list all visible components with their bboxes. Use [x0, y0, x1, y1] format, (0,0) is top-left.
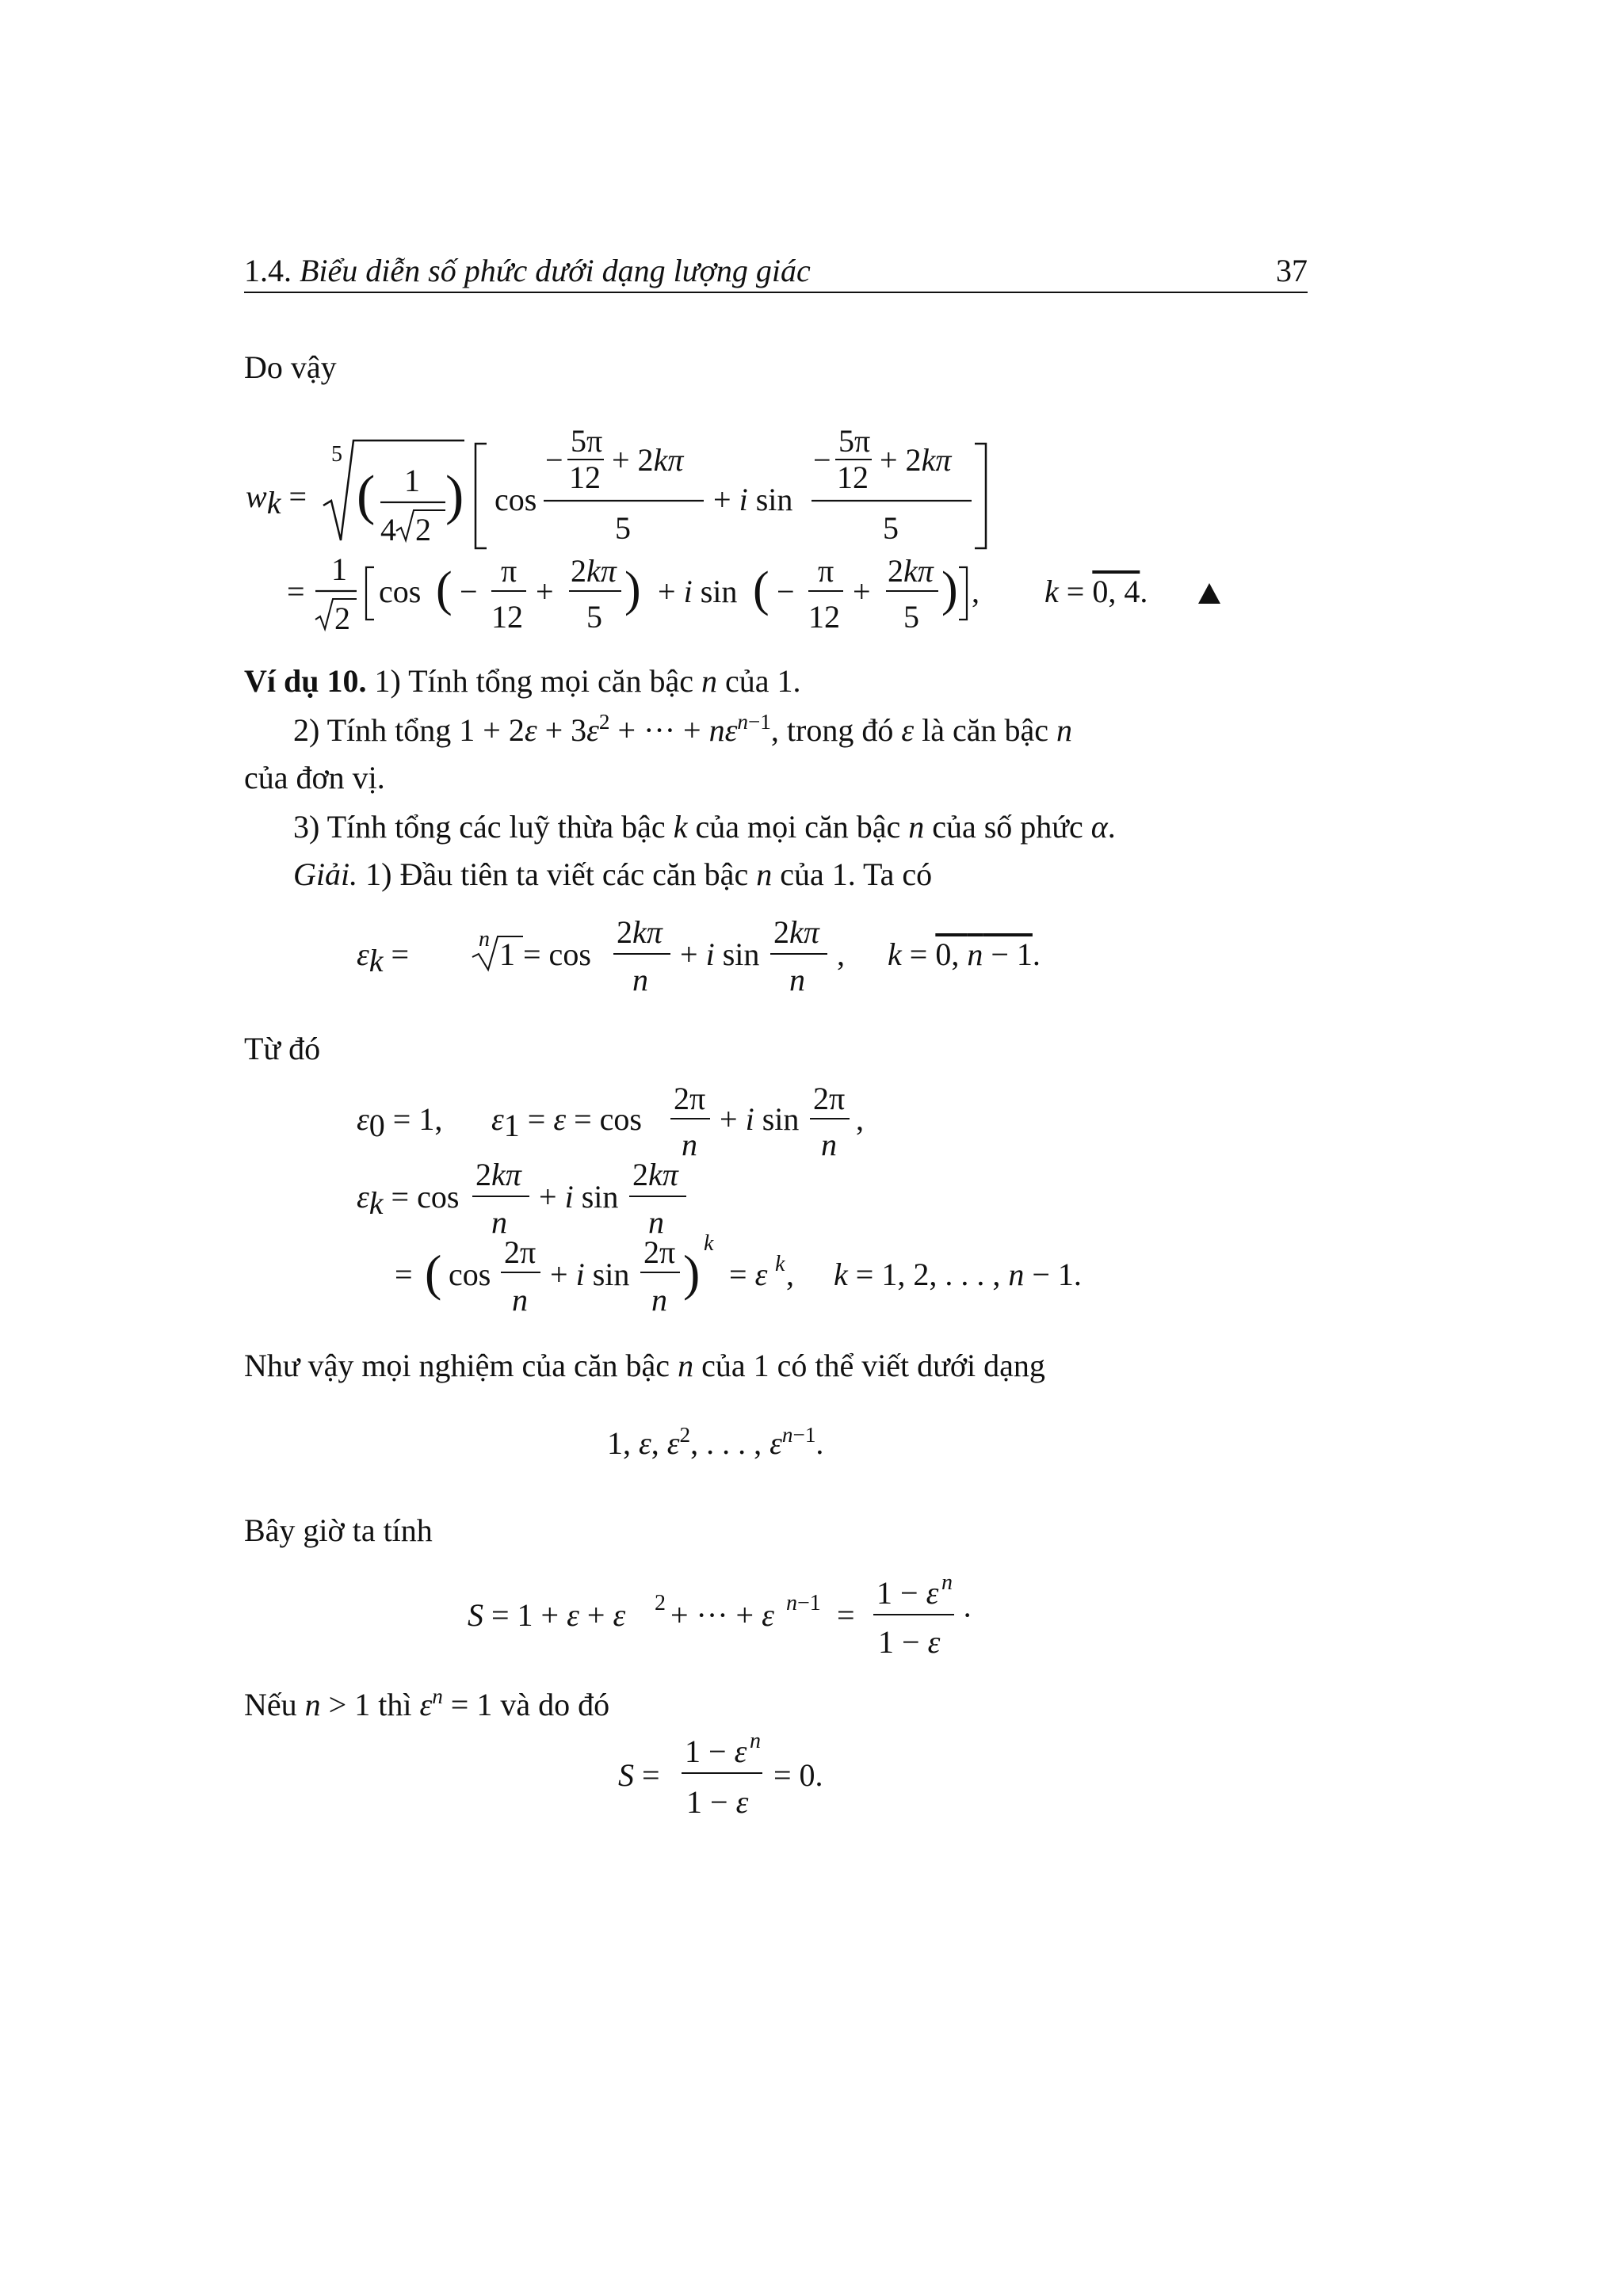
paragraph-neu: Nếu n > 1 thì $\varepsilon^n = 1$ và do đó	[244, 1684, 610, 1722]
paragraph-tu-do: Từ đó	[244, 1031, 321, 1066]
svg-text:+ i sin: + i sin	[550, 1257, 630, 1292]
svg-text:n−1: n−1	[786, 1591, 821, 1615]
svg-text:,: ,	[786, 1257, 794, 1292]
svg-text:cos: cos	[449, 1257, 491, 1292]
svg-text:1: 1	[404, 463, 420, 498]
page-number: 37	[1276, 253, 1308, 288]
equation-s-zero	[610, 1729, 896, 1838]
equation-eps-block	[349, 1082, 1141, 1328]
equation-eps-block-svg	[349, 1082, 1141, 1320]
svg-text:,: ,	[972, 574, 980, 609]
svg-text:2kπ: 2kπ	[773, 914, 819, 950]
svg-text:cos: cos	[379, 574, 422, 609]
svg-text:12: 12	[491, 599, 523, 635]
svg-text:S = 1 + ε + ε: S = 1 + ε + ε	[468, 1597, 626, 1633]
svg-text:+ 2kπ: + 2kπ	[612, 442, 684, 478]
svg-text:n: n	[648, 1204, 664, 1240]
example-10-item2a: 2) Tính tổng $1 + 2\varepsilon + 3\varepsilon^2$ + ··· + $n\varepsilon^{n-1}$, trong đó ε là căn bậc n	[293, 710, 1072, 748]
svg-text:): )	[683, 1245, 701, 1301]
svg-text:2π: 2π	[674, 1081, 706, 1116]
svg-text:S =: S =	[618, 1757, 660, 1793]
svg-text:ε0 = 1,: ε0 = 1,	[357, 1101, 443, 1143]
svg-text:ε1 = ε = cos: ε1 = ε = cos	[491, 1101, 642, 1143]
paragraph-bay-gio: Bây giờ ta tính	[244, 1512, 433, 1548]
svg-text:wk =: wk =	[246, 479, 307, 521]
svg-text:1 − ε: 1 − ε	[876, 1575, 939, 1611]
section-title: 1.4. Biểu diễn số phức dưới dạng lượng giác	[244, 253, 811, 288]
svg-text:n: n	[821, 1127, 837, 1162]
svg-text:n: n	[491, 1204, 507, 1240]
equation-eps-k-svg	[349, 914, 1141, 1013]
svg-text:5: 5	[586, 599, 602, 635]
svg-text:=: =	[395, 1257, 413, 1292]
svg-text:): )	[624, 563, 641, 616]
svg-text:5π: 5π	[838, 423, 871, 459]
example-10-item2b: của đơn vị.	[244, 760, 385, 795]
svg-text:π: π	[818, 553, 834, 589]
svg-text:n: n	[941, 1570, 953, 1595]
equation-s-zero-svg	[610, 1729, 896, 1830]
svg-text:1 = cos: 1 = cos	[499, 936, 591, 972]
svg-text:n: n	[512, 1282, 528, 1318]
solution-intro: Giải. 1) Đầu tiên ta viết các căn bậc n của 1. Ta có	[293, 856, 933, 892]
svg-text:(: (	[436, 563, 453, 616]
svg-text:,: ,	[856, 1101, 864, 1137]
svg-text:k: k	[704, 1231, 714, 1256]
svg-text:−: −	[777, 574, 795, 609]
svg-text:k: k	[775, 1252, 785, 1276]
svg-text:=: =	[287, 574, 305, 609]
svg-text:n: n	[651, 1282, 667, 1318]
svg-text:(: (	[425, 1245, 442, 1301]
svg-text:): )	[445, 465, 464, 526]
svg-text:−: −	[545, 442, 563, 478]
svg-text:2kπ: 2kπ	[571, 553, 617, 589]
svg-text:+ i sin: + i sin	[713, 482, 793, 517]
svg-text:5: 5	[903, 599, 919, 635]
svg-text:=: =	[837, 1597, 855, 1633]
svg-text:(: (	[753, 563, 769, 616]
svg-text:= ε: = ε	[729, 1257, 768, 1292]
svg-text:+ ··· + ε: + ··· + ε	[670, 1597, 774, 1633]
svg-text:k = 0, 4.: k = 0, 4.	[1044, 574, 1148, 609]
equation-sum-s	[460, 1570, 1062, 1680]
svg-text:cos: cos	[495, 482, 537, 517]
svg-text:1 − ε: 1 − ε	[685, 1733, 747, 1769]
svg-text:5: 5	[883, 510, 899, 546]
svg-text:2: 2	[655, 1591, 666, 1615]
svg-text:2kπ: 2kπ	[888, 553, 934, 589]
svg-text:4: 4	[380, 512, 396, 547]
svg-text:n: n	[789, 962, 805, 997]
equation-wk-svg	[238, 412, 1236, 642]
svg-text:2π: 2π	[813, 1081, 846, 1116]
svg-text:,: ,	[837, 936, 845, 972]
svg-text:π: π	[501, 553, 517, 589]
svg-text:εk = cos: εk = cos	[357, 1179, 460, 1221]
svg-text:12: 12	[808, 599, 840, 635]
svg-text:·: ·	[962, 1597, 973, 1633]
svg-text:1: 1	[331, 551, 347, 587]
svg-text:2kπ: 2kπ	[632, 1157, 678, 1192]
svg-text:1 − ε: 1 − ε	[686, 1784, 749, 1820]
svg-text:n: n	[479, 927, 490, 952]
svg-text:−: −	[813, 442, 831, 478]
equation-sum-s-svg	[460, 1570, 1062, 1672]
svg-text:n: n	[750, 1729, 761, 1753]
svg-text:+ i sin: + i sin	[539, 1179, 619, 1215]
svg-text:2kπ: 2kπ	[617, 914, 663, 950]
equation-eps-k	[349, 914, 1141, 1020]
svg-text:+ i sin: + i sin	[720, 1101, 800, 1137]
svg-text:+: +	[853, 574, 871, 609]
svg-text:k = 1, 2, . . . , n − 1.: k = 1, 2, . . . , n − 1.	[834, 1257, 1082, 1292]
svg-text:2π: 2π	[643, 1234, 676, 1270]
svg-text:2: 2	[334, 601, 350, 636]
equation-roots-list: 1, ε, $\varepsilon^2$, . . . , $\varepsilon^{n-1}$.	[607, 1423, 824, 1461]
paragraph-do-vay: Do vậy	[244, 349, 337, 385]
svg-text:5π: 5π	[571, 423, 603, 459]
svg-text:+ i sin: + i sin	[680, 936, 760, 972]
svg-text:n: n	[632, 962, 648, 997]
svg-text:12: 12	[837, 460, 869, 495]
svg-text:(: (	[357, 465, 376, 526]
example-10-item3: 3) Tính tổng các luỹ thừa bậc k của mọi căn bậc n của số phức α.	[293, 809, 1116, 845]
svg-text:+ i sin: + i sin	[658, 574, 738, 609]
svg-text:εk =: εk =	[357, 936, 410, 978]
svg-text:−: −	[460, 574, 478, 609]
svg-text:2: 2	[415, 512, 431, 547]
svg-text:n: n	[682, 1127, 697, 1162]
svg-text:5: 5	[331, 442, 342, 467]
svg-text:k = 0, n − 1.: k = 0, n − 1.	[888, 936, 1041, 972]
svg-text:+: +	[536, 574, 554, 609]
svg-text:): )	[941, 563, 958, 616]
svg-text:= 0.: = 0.	[773, 1757, 823, 1793]
svg-text:2kπ: 2kπ	[475, 1157, 521, 1192]
svg-text:5: 5	[615, 510, 631, 546]
equation-wk	[238, 412, 1236, 650]
svg-text:12: 12	[569, 460, 601, 495]
running-header	[244, 247, 1308, 293]
svg-text:1 − ε: 1 − ε	[878, 1624, 941, 1660]
svg-text:2π: 2π	[504, 1234, 537, 1270]
example-10-item1: Ví dụ 10. 1) Tính tổng mọi căn bậc n của 1.	[244, 663, 801, 699]
paragraph-nhu-vay: Như vậy mọi nghiệm của căn bậc n của 1 có thể viết dưới dạng	[244, 1348, 1045, 1383]
svg-text:+ 2kπ: + 2kπ	[880, 442, 952, 478]
